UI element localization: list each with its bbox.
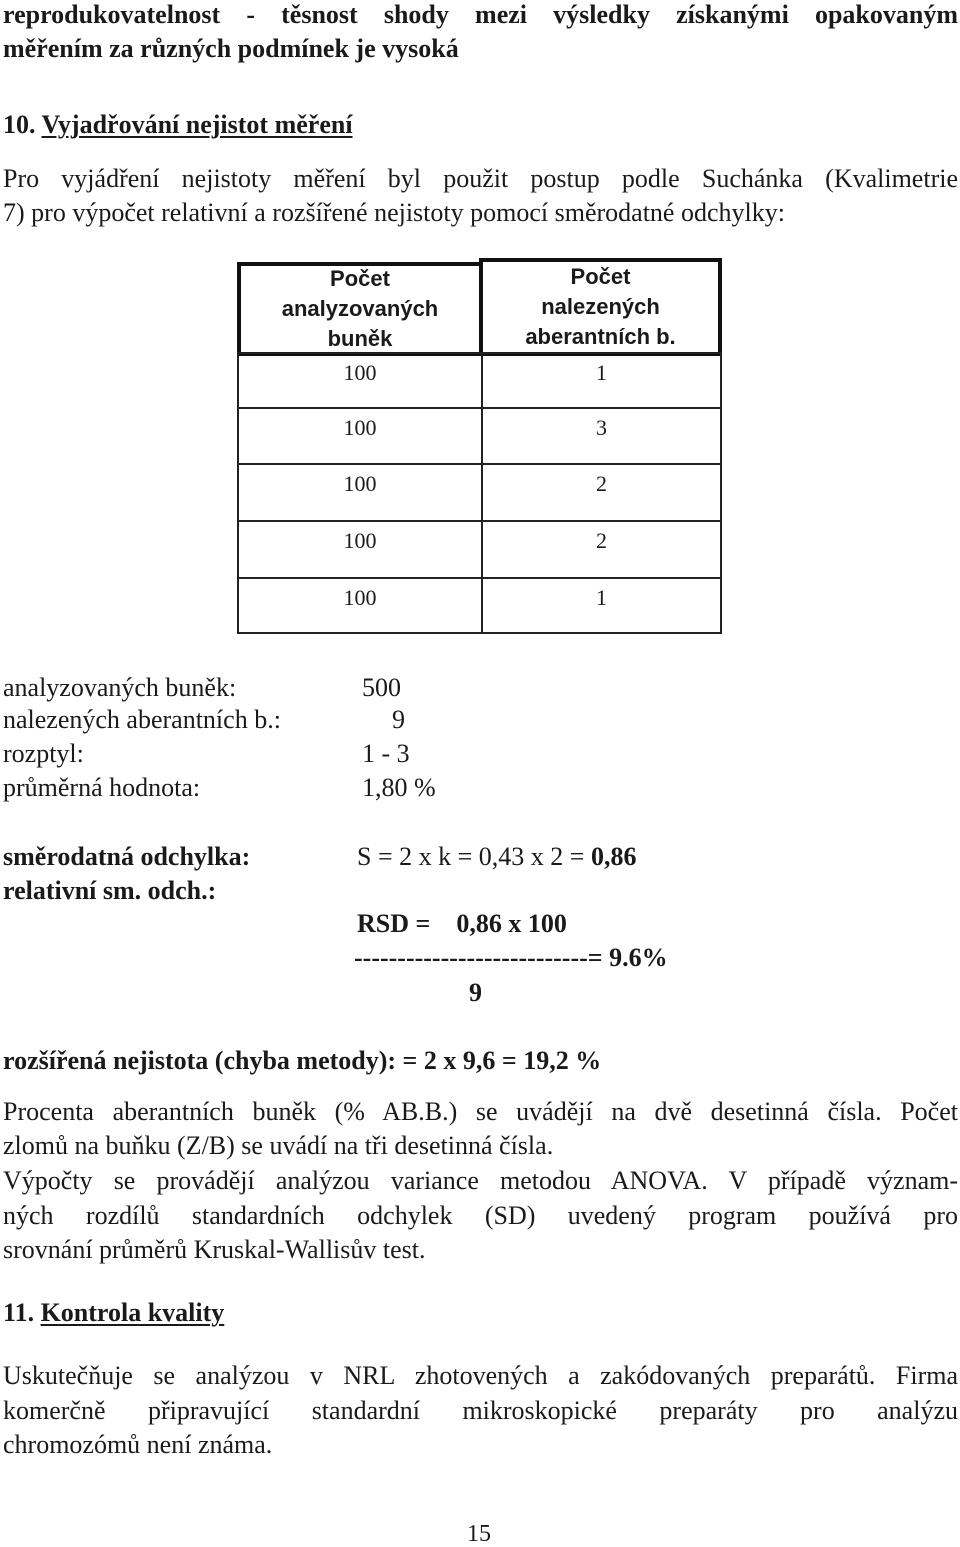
stat-cells-label: analyzovaných buněk: bbox=[3, 673, 237, 702]
section-11-title: Kontrola kvality bbox=[40, 1298, 225, 1327]
section-11-paragraph-line-1: Uskutečňuje se analýzou v NRL zhotovených a zakódovaných preparátů. Firma bbox=[3, 1361, 958, 1390]
section-11-number: 11. bbox=[3, 1298, 35, 1327]
stat-found-value: 9 bbox=[392, 705, 405, 734]
table-row: 100 bbox=[237, 407, 483, 465]
stat-mean-value: 1,80 % bbox=[362, 773, 436, 802]
rsd-numerator: RSD = 0,86 x 100 bbox=[357, 909, 567, 938]
sd-label: směrodatná odchylka: bbox=[3, 842, 251, 871]
rsd-fraction-line: ---------------------------= 9.6% bbox=[354, 943, 668, 972]
table-row: 100 bbox=[237, 520, 483, 579]
note-line-4: ných rozdílů standardních odchylek (SD) uvedený program používá pro bbox=[3, 1201, 958, 1230]
note-line-3: Výpočty se provádějí analýzou variance metodou ANOVA. V případě význam- bbox=[3, 1166, 958, 1195]
table-row: 100 bbox=[237, 463, 483, 522]
section-11-heading bbox=[3, 1300, 224, 1326]
section-10-heading bbox=[3, 112, 353, 138]
table-row: 2 bbox=[481, 463, 722, 522]
note-line-2: zlomů na buňku (Z/B) se uvádí na tři desetinná čísla. bbox=[3, 1131, 554, 1160]
table-row: 100 bbox=[237, 352, 483, 409]
stat-range-label: rozptyl: bbox=[3, 739, 84, 768]
section-11-paragraph-line-2: komerčně připravující standardní mikroskopické preparáty pro analýzu bbox=[3, 1396, 958, 1425]
intro-line-2: měřením za různých podmínek je vysoká bbox=[3, 34, 459, 63]
rsd-label: relativní sm. odch.: bbox=[3, 876, 217, 905]
sd-formula: S = 2 x k = 0,43 x 2 = 0,86 bbox=[357, 842, 637, 871]
table-header-aberrant-found: Počet nalezených aberantních b. bbox=[479, 258, 722, 356]
note-line-1: Procenta aberantních buněk (% AB.B.) se uvádějí na dvě desetinná čísla. Počet bbox=[3, 1097, 958, 1126]
table-row: 100 bbox=[237, 577, 483, 634]
page-number: 15 bbox=[467, 1521, 491, 1547]
table-row: 3 bbox=[481, 407, 722, 465]
stat-cells-value: 500 bbox=[362, 673, 401, 702]
table-row: 2 bbox=[481, 520, 722, 579]
section-10-paragraph-line-2: 7) pro výpočet relativní a rozšířené nejistoty pomocí směrodatné odchylky: bbox=[3, 198, 785, 227]
note-line-5: srovnání průměrů Kruskal-Wallisův test. bbox=[3, 1235, 426, 1264]
table-header-cells-analyzed: Počet analyzovaných buněk bbox=[237, 262, 483, 356]
rsd-denominator: 9 bbox=[469, 978, 482, 1007]
stat-mean-label: průměrná hodnota: bbox=[3, 773, 201, 802]
intro-line-1: reprodukovatelnost - těsnost shody mezi výsledky získanými opakovaným bbox=[3, 0, 958, 29]
expanded-uncertainty: rozšířená nejistota (chyba metody): = 2 x 9,6 = 19,2 % bbox=[3, 1046, 602, 1075]
section-10-number: 10. bbox=[3, 110, 36, 139]
section-11-paragraph-line-3: chromozómů není známa. bbox=[3, 1430, 273, 1459]
stat-range-value: 1 - 3 bbox=[362, 739, 410, 768]
stat-found-label: nalezených aberantních b.: bbox=[3, 705, 281, 734]
sd-result: 0,86 bbox=[590, 842, 637, 871]
table-row: 1 bbox=[481, 352, 722, 409]
section-10-title: Vyjadřování nejistot měření bbox=[41, 110, 353, 139]
table-row: 1 bbox=[481, 577, 722, 634]
section-10-paragraph-line-1: Pro vyjádření nejistoty měření byl použit postup podle Suchánka (Kvalimetrie bbox=[3, 164, 958, 193]
